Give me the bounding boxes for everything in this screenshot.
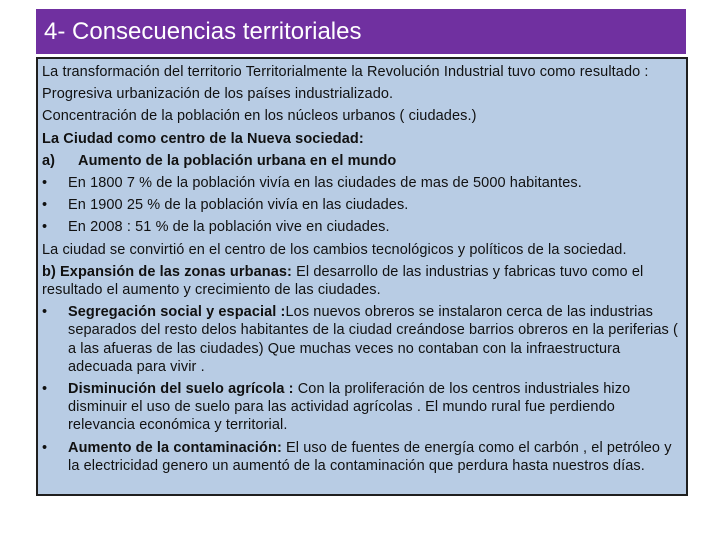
bullet-a-3: En 2008 : 51 % de la población vive en ciudades. xyxy=(68,219,390,236)
bullet-b-1-text: Los nuevos obreros se instalaron cerca de las industrias separados del resto delos habitantes de la ciudad creándose barrios obreros en la periferias ( a las afueras de las ciudades) Que muchas veces no contaban con la infraestructura adecuada para vivir . xyxy=(68,304,678,375)
bullet-icon: • xyxy=(42,219,48,236)
intro-line-2: Progresiva urbanización de los países industrializado. xyxy=(42,86,394,103)
list-item xyxy=(42,303,678,376)
bullet-b-3-text: El uso de fuentes de energía como el carbón , el petróleo y la electricidad genero un aumentó de la contaminación que perdura hasta nuestros días. xyxy=(68,439,672,474)
list-item xyxy=(42,174,678,192)
bullet-a-2: En 1900 25 % de la población vivía en las ciudades. xyxy=(68,197,409,214)
list-item xyxy=(42,218,678,236)
intro-line-3: Concentración de la población en los núcleos urbanos ( ciudades.) xyxy=(42,108,477,125)
section-a-label: a) xyxy=(42,152,56,169)
bullet-icon: • xyxy=(42,439,48,456)
list-item xyxy=(42,196,678,214)
section-b-text: El desarrollo de las industrias y fabricas tuvo como el resultado el aumento y crecimiento de las ciudades. xyxy=(42,263,644,299)
para-ciudad: La ciudad se convirtió en el centro de los cambios tecnológicos y políticos de la sociedad. xyxy=(42,241,627,258)
intro-line-1: La transformación del territorio Territorialmente la Revolución Industrial tuvo como resultado : xyxy=(42,64,649,80)
slide-body xyxy=(42,63,678,475)
bullet-b-2 xyxy=(68,380,678,435)
section-b xyxy=(42,263,678,299)
bullet-icon: • xyxy=(42,175,48,192)
bullet-b-2-text: Con la proliferación de los centros industriales hizo disminuir el uso de suelo para las actividad agrícolas . El mundo rural fue perdiendo relevancia económica y territorial. xyxy=(68,381,631,434)
bullet-b-3 xyxy=(68,439,678,475)
section-b-heading: b) Expansión de las zonas urbanas: xyxy=(42,263,292,280)
bullet-b-1 xyxy=(68,303,678,376)
bullet-b-1-title: Segregación social y espacial : xyxy=(68,304,286,321)
bullet-icon: • xyxy=(42,304,48,321)
list-item xyxy=(42,439,678,475)
heading-ciudad: La Ciudad como centro de la Nueva sociedad: xyxy=(42,130,364,147)
list-item xyxy=(42,380,678,435)
bullet-a-1: En 1800 7 % de la población vivía en las ciudades de mas de 5000 habitantes. xyxy=(68,175,582,192)
section-a-title: Aumento de la población urbana en el mundo xyxy=(78,152,397,169)
bullet-b-2-title: Disminución del suelo agrícola : xyxy=(68,381,294,398)
bullet-icon: • xyxy=(42,197,48,214)
title-bar xyxy=(36,9,686,54)
section-a-heading xyxy=(42,152,678,170)
slide-title: 4- Consecuencias territoriales xyxy=(44,18,362,45)
bullet-icon: • xyxy=(42,381,48,398)
bullet-b-3-title: Aumento de la contaminación: xyxy=(68,439,282,456)
